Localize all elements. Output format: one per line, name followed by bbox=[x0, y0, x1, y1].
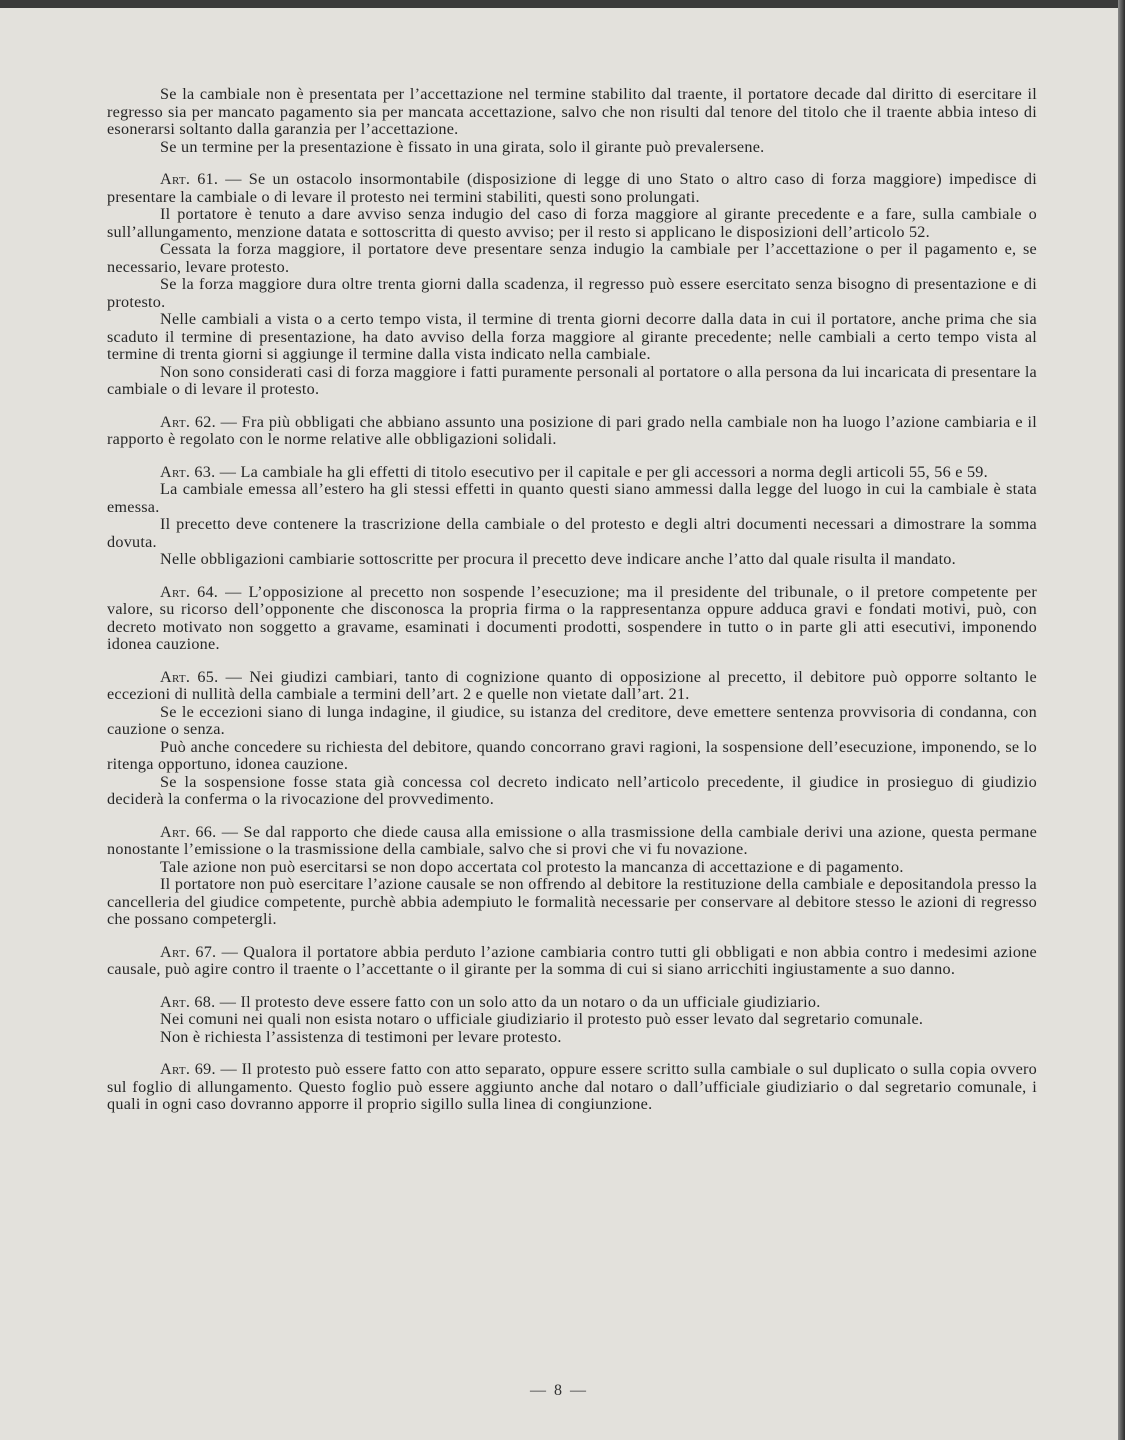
paragraph bbox=[107, 241, 1037, 276]
article-label: Art. 64. bbox=[160, 582, 219, 601]
paragraph bbox=[107, 704, 1037, 739]
paragraph-text: Se le eccezioni siano di lunga indagine, il giudice, su istanza del creditore, deve emettere sentenza provvisoria di condanna, con cauzione o senza. bbox=[107, 702, 1037, 738]
paragraph-text: — La cambiale ha gli effetti di titolo esecutivo per il capitale e per gli accessori a norma degli articoli 55, 56 e 59. bbox=[215, 462, 988, 481]
paragraph-text: Cessata la forza maggiore, il portatore deve presentare senza indugio la cambiale per l’accettazione o per il pagamento e, se necessario, levare protesto. bbox=[107, 240, 1037, 276]
paragraph-text: Se un termine per la presentazione è fissato in una girata, solo il girante può prevalersene. bbox=[160, 137, 765, 156]
paragraph bbox=[107, 876, 1037, 929]
paragraph-text: La cambiale emessa all’estero ha gli stessi effetti in quanto questi siano ammessi dalla legge del luogo in cui la cambiale è stata emessa. bbox=[107, 480, 1037, 516]
paragraph bbox=[107, 206, 1037, 241]
article-label: Art. 65. bbox=[160, 667, 219, 686]
paragraph-text: Non è richiesta l’assistenza di testimoni per levare protesto. bbox=[160, 1027, 562, 1046]
article-label: Art. 63. bbox=[160, 462, 216, 481]
paragraph-text: Nelle obbligazioni cambiarie sottoscritte per procura il precetto deve indicare anche l’atto dal quale risulta il mandato. bbox=[160, 550, 956, 568]
paragraph-text: — Qualora il portatore abbia perduto l’azione cambiaria contro tutti gli obbligati e non abbia contro i medesimi azione causale, può agire contro il traente o l’accettante o il girante per la somma di cui si siano arricchiti ingiustamente a suo danno. bbox=[107, 942, 1037, 978]
article-label: Art. 61. bbox=[160, 170, 219, 188]
paragraph bbox=[107, 86, 1037, 139]
paragraph bbox=[107, 739, 1037, 774]
paragraph bbox=[107, 311, 1037, 364]
paragraph-text: Se la sospensione fosse stata già concessa col decreto indicato nell’articolo precedente, il giudice in prosieguo di giudizio deciderà la conferma o la rivocazione del provvedimento. bbox=[107, 772, 1037, 808]
paragraph-text: Se la forza maggiore dura oltre trenta giorni dalla scadenza, il regresso può essere esercitato senza bisogno di presentazione e di protesto. bbox=[107, 275, 1037, 311]
article-label: Art. 69. bbox=[160, 1060, 216, 1078]
paragraph bbox=[107, 139, 1037, 157]
paragraph-text: — L’opposizione al precetto non sospende l’esecuzione; ma il presidente del tribunale, o il pretore competente per valore, su ricorso dell’opponente che disconosca la propria firma o la rappresentanza oppure adduca gravi e fondati motivi, può, con decreto motivato non soggetto a gravame, esaminati i documenti prodotti, sospendere in tutto o in parte gli atti esecutivi, imponendo idonea cauzione. bbox=[107, 582, 1037, 653]
paragraph-text: Se la cambiale non è presentata per l’accettazione nel termine stabilito dal traente, il portatore decade dal diritto di esercitare il regresso sia per mancato pagamento sia per mancata accettazione, salvo che non risulti dal tenore del titolo che il traente abbia inteso di esonerarsi soltanto dalla garanzia per l’accettazione. bbox=[107, 85, 1037, 138]
paragraph-text: Può anche concedere su richiesta del debitore, quando concorrano gravi ragioni, la sospensione dell’esecuzione, imponendo, se lo ritenga opportuno, idonea cauzione. bbox=[107, 737, 1037, 773]
article-64 bbox=[107, 584, 1037, 654]
paragraph bbox=[107, 364, 1037, 399]
paragraph bbox=[107, 859, 1037, 877]
paragraph-text: — Nei giudizi cambiari, tanto di cognizione quanto di opposizione al precetto, il debitore può opporre soltanto le eccezioni di nullità della cambiale a termini dell’art. 2 e quelle non vietate dall’art. 21. bbox=[107, 667, 1037, 703]
paragraph-text: — Il protesto può essere fatto con atto separato, oppure essere scritto sulla cambiale o sul duplicato o sulla copia ovvero sul foglio di allungamento. Questo foglio può essere aggiunto anche dal notaro o dall’ufficiale giudiziario o dal segretario comunale, i quali in ogni caso dovranno apporre il proprio sigillo sulla linea di congiunzione. bbox=[107, 1060, 1037, 1113]
article-65 bbox=[107, 669, 1037, 704]
paragraph-text: — Il protesto deve essere fatto con un solo atto da un notaro o da un ufficiale giudiziario. bbox=[215, 992, 821, 1011]
paragraph-text: Non sono considerati casi di forza maggiore i fatti puramente personali al portatore o alla persona da lui incaricata di presentare la cambiale o di levare il protesto. bbox=[107, 362, 1037, 398]
article-label: Art. 66. bbox=[160, 822, 217, 841]
article-62 bbox=[107, 414, 1037, 449]
article-69 bbox=[107, 1061, 1037, 1114]
article-67 bbox=[107, 944, 1037, 979]
body-text bbox=[107, 86, 1037, 1114]
article-66 bbox=[107, 824, 1037, 859]
paragraph-text: — Fra più obbligati che abbiano assunto una posizione di pari grado nella cambiale non ha luogo l’azione cambiaria e il rapporto è regolato con le norme relative alle obbligazioni solidali. bbox=[107, 412, 1038, 448]
paragraph-text: Il precetto deve contenere la trascrizione della cambiale o del protesto e degli altri documenti necessari a dimostrare la somma dovuta. bbox=[107, 515, 1037, 551]
article-61 bbox=[107, 171, 1037, 206]
paragraph-text: Il portatore non può esercitare l’azione causale se non offrendo al debitore la restituzione della cambiale e depositandola presso la cancelleria del giudice competente, purchè abbia adempiuto le formalità necessarie per conservare al debitore stesso le azioni di regresso che possano competergli. bbox=[107, 875, 1037, 928]
paragraph-text: Nelle cambiali a vista o a certo tempo vista, il termine di trenta giorni decorre dalla data in cui il portatore, anche prima che sia scaduto il termine di presentazione, ha dato avviso della forza maggiore al girante precedente; nelle cambiali a certo tempo vista al termine di trenta giorni si aggiunge il termine dalla vista indicato nella cambiale. bbox=[107, 310, 1037, 363]
paragraph bbox=[107, 774, 1037, 809]
paragraph-text: — Se un ostacolo insormontabile (disposizione di legge di uno Stato o altro caso di forza maggiore) impedisce di presentare la cambiale o di levare il protesto nei termini stabiliti, questi sono prolungati. bbox=[107, 170, 1037, 206]
paragraph bbox=[107, 276, 1037, 311]
paragraph bbox=[107, 481, 1037, 516]
paragraph bbox=[107, 516, 1037, 551]
article-label: Art. 67. bbox=[160, 942, 217, 961]
paragraph bbox=[107, 551, 1037, 569]
paragraph bbox=[107, 1011, 1037, 1029]
paragraph-text: Nei comuni nei quali non esista notaro o ufficiale giudiziario il protesto può esser levato dal segretario comunale. bbox=[160, 1010, 924, 1028]
document-page bbox=[0, 8, 1118, 1440]
page-edge-shadow bbox=[1118, 0, 1125, 1440]
article-label: Art. 62. bbox=[160, 412, 216, 431]
article-63 bbox=[107, 464, 1037, 482]
paragraph-text: Tale azione non può esercitarsi se non dopo accertata col protesto la mancanza di accettazione e di pagamento. bbox=[160, 857, 904, 876]
paragraph bbox=[107, 1029, 1037, 1047]
paragraph-text: Il portatore è tenuto a dare avviso senza indugio del caso di forza maggiore al girante precedente e a fare, sulla cambiale o sull’allungamento, menzione datata e sottoscritta di questo avviso; per il resto si applicano le disposizioni dell’articolo 52. bbox=[107, 205, 1037, 241]
article-label: Art. 68. bbox=[160, 992, 216, 1011]
article-68 bbox=[107, 994, 1037, 1012]
page-number: — 8 — bbox=[530, 1382, 588, 1399]
paragraph-text: — Se dal rapporto che diede causa alla emissione o alla trasmissione della cambiale derivi una azione, questa permane nonostante l’emissione o la trasmissione della cambiale, salvo che si provi che vi fu novazione. bbox=[107, 822, 1037, 858]
